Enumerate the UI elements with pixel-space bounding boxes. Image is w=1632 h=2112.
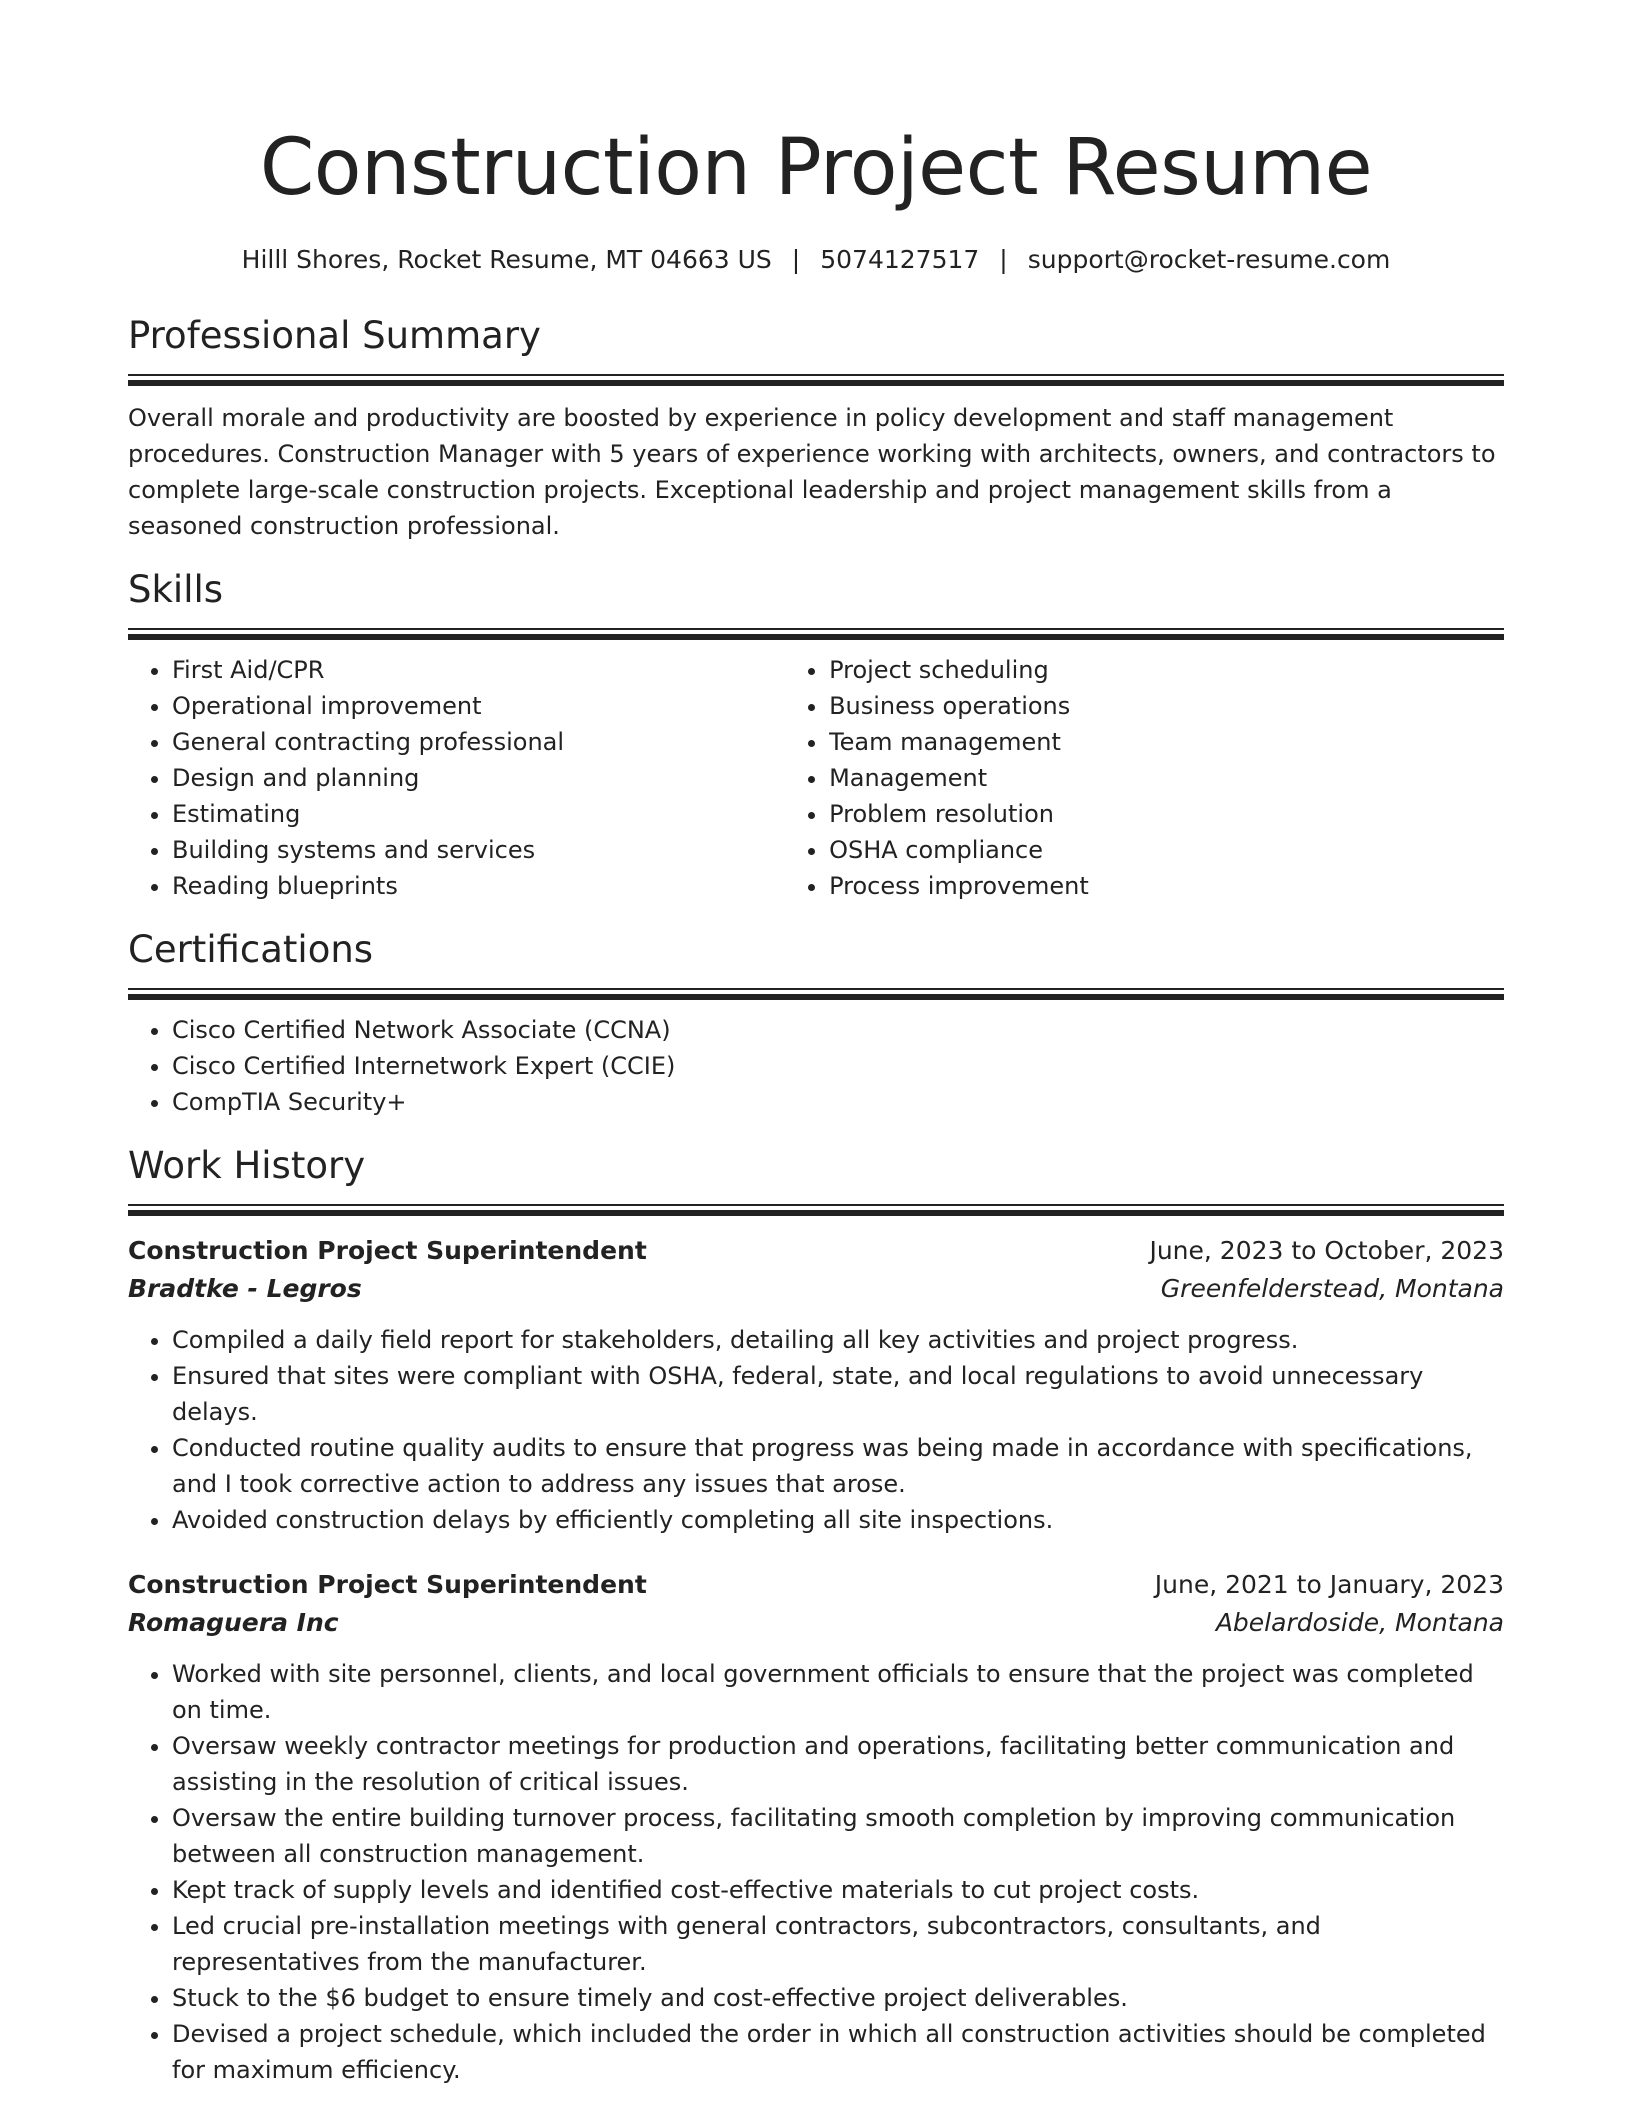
section-divider (128, 628, 1504, 640)
skill-item: • Business operations (829, 688, 1504, 724)
contact-separator: | (791, 245, 801, 274)
job-bullet: • Devised a project schedule, which included the order in which all construction activities should be completed for maximum efficiency. (172, 2016, 1504, 2088)
section-divider (128, 1204, 1504, 1216)
job-company-row (128, 1270, 1504, 1308)
certifications-section (128, 926, 1504, 1120)
job-title: Construction Project Superintendent (128, 1236, 647, 1265)
work-history-section (128, 1142, 1504, 2088)
skill-item: • Operational improvement (172, 688, 785, 724)
skill-item: • OSHA compliance (829, 832, 1504, 868)
job-bullets (128, 1322, 1504, 1538)
skill-item: • Project scheduling (829, 652, 1504, 688)
section-heading-certifications: Certifications (128, 928, 374, 971)
skill-item: • Design and planning (172, 760, 785, 796)
job-bullet: • Avoided construction delays by efficiently completing all site inspections. (172, 1502, 1504, 1538)
skill-item: • Process improvement (829, 868, 1504, 904)
job-location: Abelardoside, Montana (1215, 1608, 1504, 1637)
job-bullet: • Oversaw the entire building turnover process, facilitating smooth completion by improving communication between all construction management. (172, 1800, 1504, 1872)
job-title: Construction Project Superintendent (128, 1570, 647, 1599)
job-bullet: • Ensured that sites were compliant with OSHA, federal, state, and local regulations to avoid unnecessary delays. (172, 1358, 1504, 1430)
section-divider (128, 374, 1504, 386)
job-bullet: • Oversaw weekly contractor meetings for production and operations, facilitating better communication and assisting in the resolution of critical issues. (172, 1728, 1504, 1800)
job-dates: June, 2023 to October, 2023 (1149, 1236, 1504, 1265)
certification-item: • CompTIA Security+ (172, 1084, 1504, 1120)
skill-item: • First Aid/CPR (172, 652, 785, 688)
job-header-row (128, 1232, 1504, 1270)
job-bullet: • Conducted routine quality audits to ensure that progress was being made in accordance with specifications, and I took corrective action to address any issues that arose. (172, 1430, 1504, 1502)
skills-list-right (785, 652, 1504, 904)
job-entry (128, 1232, 1504, 1538)
summary-section (128, 312, 1504, 544)
job-company: Romaguera Inc (128, 1608, 339, 1637)
summary-text: Overall morale and productivity are boosted by experience in policy development and staff management procedures. Construction Manager with 5 years of experience working with architects, owners, and contractors to complete large-scale construction projects. Exceptional leadership and project management skills from a seasoned construction professional. (128, 404, 1496, 540)
certification-item: • Cisco Certified Network Associate (CCNA) (172, 1012, 1504, 1048)
resume-page (128, 0, 1504, 2088)
skills-list-left (128, 652, 785, 904)
job-entry (128, 1566, 1504, 2088)
skill-item: • Estimating (172, 796, 785, 832)
skill-item: • Reading blueprints (172, 868, 785, 904)
contact-address: Hilll Shores, Rocket Resume, MT 04663 US (241, 245, 772, 274)
job-bullet: • Compiled a daily field report for stakeholders, detailing all key activities and project progress. (172, 1322, 1504, 1358)
section-heading-skills: Skills (128, 568, 224, 611)
job-bullet: • Stuck to the $6 budget to ensure timely and cost-effective project deliverables. (172, 1980, 1504, 2016)
resume-title: Construction Project Resume (259, 123, 1373, 213)
job-bullets (128, 1656, 1504, 2088)
job-location: Greenfelderstead, Montana (1160, 1274, 1504, 1303)
job-company: Bradtke - Legros (128, 1274, 362, 1303)
skill-item: • Team management (829, 724, 1504, 760)
skill-item: • General contracting professional (172, 724, 785, 760)
skill-item: • Management (829, 760, 1504, 796)
certification-item: • Cisco Certified Internetwork Expert (CCIE) (172, 1048, 1504, 1084)
job-bullet: • Led crucial pre-installation meetings with general contractors, subcontractors, consultants, and representatives from the manufacturer. (172, 1908, 1504, 1980)
job-company-row (128, 1604, 1504, 1642)
skills-section (128, 566, 1504, 904)
job-dates: June, 2021 to January, 2023 (1154, 1570, 1504, 1599)
section-heading-summary: Professional Summary (128, 314, 541, 357)
job-header-row (128, 1566, 1504, 1604)
skill-item: • Problem resolution (829, 796, 1504, 832)
job-bullet: • Kept track of supply levels and identified cost-effective materials to cut project costs. (172, 1872, 1504, 1908)
section-divider (128, 988, 1504, 1000)
skills-grid (128, 652, 1504, 904)
skill-item: • Building systems and services (172, 832, 785, 868)
certifications-list (128, 1012, 1504, 1120)
contact-line (128, 242, 1504, 278)
section-heading-work-history: Work History (128, 1144, 366, 1187)
contact-email: support@rocket-resume.com (1027, 245, 1391, 274)
contact-separator: | (999, 245, 1008, 274)
job-bullet: • Worked with site personnel, clients, and local government officials to ensure that the project was completed on time. (172, 1656, 1504, 1728)
contact-phone: 5074127517 (820, 245, 980, 274)
